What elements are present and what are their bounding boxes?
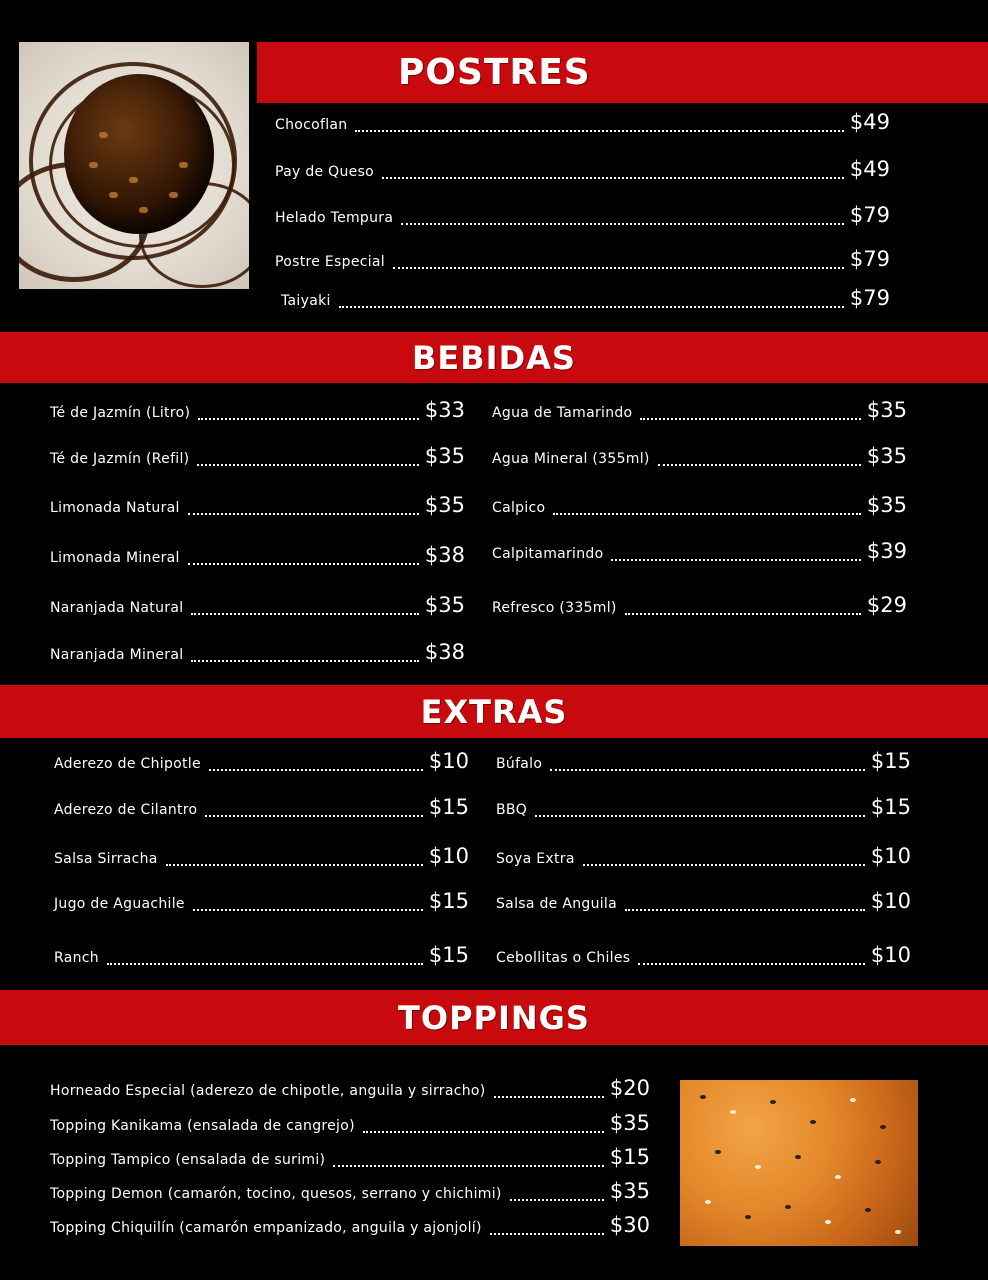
list-item: Topping Kanikama (ensalada de cangrejo) $35 xyxy=(50,1111,650,1135)
list-item: Té de Jazmín (Refil) $35 xyxy=(50,444,465,468)
dot-leader xyxy=(401,223,844,225)
list-item: Pay de Queso $49 xyxy=(275,157,890,181)
dot-leader xyxy=(382,177,844,179)
toppings-title: TOPPINGS xyxy=(398,998,590,1037)
topping-photo xyxy=(680,1080,918,1246)
list-item: Ranch $15 xyxy=(54,943,469,967)
list-item: Helado Tempura $79 xyxy=(275,203,890,227)
list-item: Naranjada Natural $35 xyxy=(50,593,465,617)
list-item: Agua Mineral (355ml) $35 xyxy=(492,444,907,468)
list-item: Topping Chiquilín (camarón empanizado, anguila y ajonjolí) $30 xyxy=(50,1213,650,1237)
postres-header xyxy=(257,42,988,103)
list-item: Limonada Mineral $38 xyxy=(50,543,465,567)
list-item: Salsa Sirracha $10 xyxy=(54,844,469,868)
extras-title: EXTRAS xyxy=(420,692,568,731)
list-item: Aderezo de Chipotle $10 xyxy=(54,749,469,773)
postres-title: POSTRES xyxy=(398,52,591,93)
list-item: Salsa de Anguila $10 xyxy=(496,889,911,913)
list-item: Calpitamarindo $39 xyxy=(492,539,907,563)
bebidas-title: BEBIDAS xyxy=(412,338,576,377)
list-item: Refresco (335ml) $29 xyxy=(492,593,907,617)
list-item: Postre Especial $79 xyxy=(275,247,890,271)
list-item: Horneado Especial (aderezo de chipotle, anguila y sirracho) $20 xyxy=(50,1076,650,1100)
dot-leader xyxy=(339,306,844,308)
extras-header xyxy=(0,685,988,738)
list-item: Topping Demon (camarón, tocino, quesos, serrano y chichimi) $35 xyxy=(50,1179,650,1203)
list-item: Limonada Natural $35 xyxy=(50,493,465,517)
dot-leader xyxy=(355,130,843,132)
list-item: Agua de Tamarindo $35 xyxy=(492,398,907,422)
list-item: Té de Jazmín (Litro) $33 xyxy=(50,398,465,422)
list-item: Aderezo de Cilantro $15 xyxy=(54,795,469,819)
list-item: Cebollitas o Chiles $10 xyxy=(496,943,911,967)
list-item: Jugo de Aguachile $15 xyxy=(54,889,469,913)
list-item: Soya Extra $10 xyxy=(496,844,911,868)
dot-leader xyxy=(393,267,844,269)
dessert-photo xyxy=(19,42,249,289)
list-item: Búfalo $15 xyxy=(496,749,911,773)
list-item: Naranjada Mineral $38 xyxy=(50,640,465,664)
list-item: Taiyaki $79 xyxy=(281,286,890,310)
list-item: Chocoflan $49 xyxy=(275,110,890,134)
list-item: BBQ $15 xyxy=(496,795,911,819)
bebidas-header xyxy=(0,332,988,383)
toppings-header xyxy=(0,990,988,1045)
list-item: Topping Tampico (ensalada de surimi) $15 xyxy=(50,1145,650,1169)
list-item: Calpico $35 xyxy=(492,493,907,517)
